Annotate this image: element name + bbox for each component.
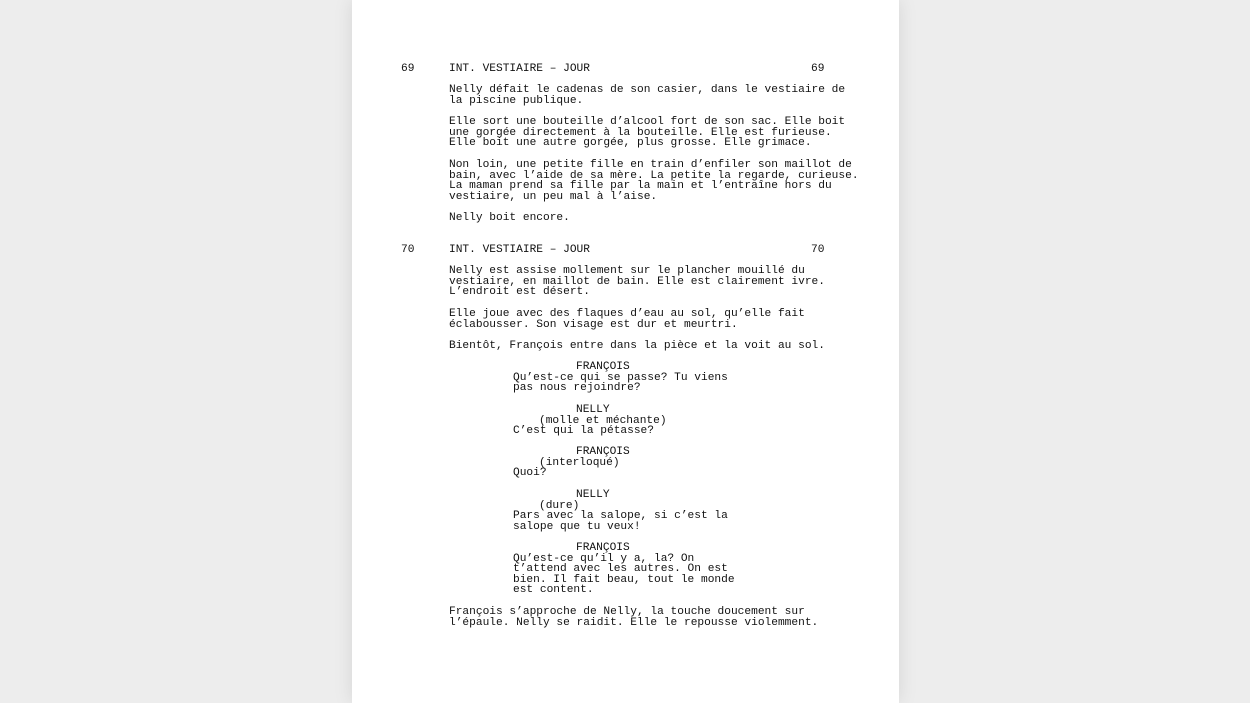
dialogue-line: Qu’est-ce qu’il y a, la? On xyxy=(513,552,695,565)
scene-number-left: 69 xyxy=(401,63,415,75)
dialogue-line: t’attend avec les autres. On est xyxy=(513,563,728,576)
scene-number-right: 69 xyxy=(811,63,825,75)
action-line: Non loin, une petite fille en train d’enfiler son maillot de xyxy=(449,159,852,171)
action-line: L’endroit est désert. xyxy=(449,286,590,299)
dialogue-line: Quoi? xyxy=(513,467,547,480)
scene-number-right: 70 xyxy=(811,244,825,256)
character-name: NELLY xyxy=(576,489,610,501)
action-line: Nelly défait le cadenas de son casier, dans le vestiaire de xyxy=(449,84,846,96)
scene-number-left: 70 xyxy=(401,244,415,256)
action-line: la piscine publique. xyxy=(449,94,584,107)
dialogue-line: est content. xyxy=(513,584,594,597)
action-line: Elle boit une autre gorgée, plus grosse. Elle grimace. xyxy=(449,137,812,150)
script-page xyxy=(352,0,899,703)
action-line: l’épaule. Nelly se raidit. Elle le repousse violemment. xyxy=(449,616,819,629)
dialogue-line: Qu’est-ce qui se passe? Tu viens xyxy=(513,371,728,384)
action-line: Bientôt, François entre dans la pièce et la voit au sol. xyxy=(449,340,825,352)
character-name: FRANÇOIS xyxy=(576,446,630,458)
action-line: Nelly est assise mollement sur le plancher mouillé du xyxy=(449,265,805,277)
parenthetical: (molle et méchante) xyxy=(539,414,667,427)
dialogue-line: pas nous rejoindre? xyxy=(513,382,641,395)
action-line: Elle sort une bouteille d’alcool fort de son sac. Elle boit xyxy=(449,116,846,128)
parenthetical: (interloqué) xyxy=(539,456,620,469)
action-line: Elle joue avec des flaques d’eau au sol, qu’elle fait xyxy=(449,308,805,320)
action-line: La maman prend sa fille par la main et l’entraîne hors du xyxy=(449,180,832,193)
action-line: vestiaire, en maillot de bain. Elle est clairement ivre. xyxy=(449,275,825,288)
character-name: FRANÇOIS xyxy=(576,361,630,373)
action-line: François s’approche de Nelly, la touche doucement sur xyxy=(449,606,805,618)
dialogue-line: salope que tu veux! xyxy=(513,520,641,533)
character-name: NELLY xyxy=(576,404,610,416)
dialogue-line: C’est qui la pétasse? xyxy=(513,425,654,438)
scene-heading: INT. VESTIAIRE – JOUR xyxy=(449,244,590,256)
dialogue-line: bien. Il fait beau, tout le monde xyxy=(513,573,735,586)
action-line: vestiaire, un peu mal à l’aise. xyxy=(449,190,658,203)
action-line: éclabousser. Son visage est dur et meurtri. xyxy=(449,318,738,331)
parenthetical: (dure) xyxy=(539,499,580,512)
action-line: une gorgée directement à la bouteille. Elle est furieuse. xyxy=(449,126,832,139)
scene-heading: INT. VESTIAIRE – JOUR xyxy=(449,63,590,75)
action-line: Nelly boit encore. xyxy=(449,212,570,224)
character-name: FRANÇOIS xyxy=(576,542,630,554)
dialogue-line: Pars avec la salope, si c’est la xyxy=(513,510,728,523)
action-line: bain, avec l’aide de sa mère. La petite la regarde, curieuse. xyxy=(449,169,859,182)
